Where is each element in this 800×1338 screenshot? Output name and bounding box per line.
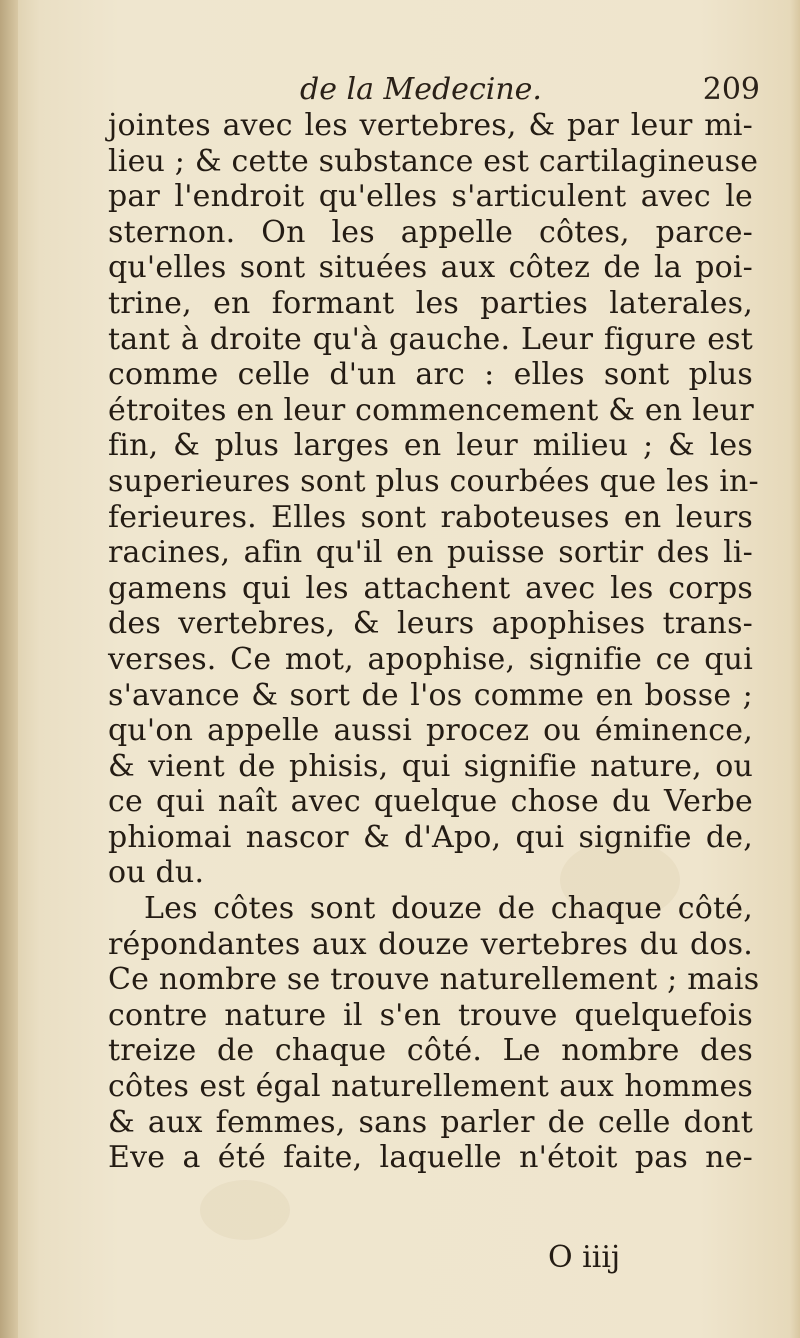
text-line: ce qui naît avec quelque chose du Verbe xyxy=(108,784,753,820)
text-line: étroites en leur commencement & en leur xyxy=(108,392,754,428)
running-head-title: de la Medecine. xyxy=(300,72,542,107)
text-line: treize de chaque côté. Le nombre des xyxy=(108,1033,753,1069)
text-line: Ce nombre se trouve naturellement ; mais xyxy=(108,962,760,998)
text-line: s'avance & sort de l'os comme en bosse ; xyxy=(108,677,753,713)
text-line: & aux femmes, sans parler de celle dont xyxy=(108,1104,753,1140)
running-head xyxy=(110,72,760,112)
text-line: contre nature il s'en trouve quelquefois xyxy=(108,997,753,1033)
text-line: ferieures. Elles sont raboteuses en leurs xyxy=(108,499,753,535)
text-line: gamens qui les attachent avec les corps xyxy=(108,570,753,606)
text-line: phiomai nascor & d'Apo, qui signifie de, xyxy=(108,819,753,855)
text-line: lieu ; & cette substance est cartilagineuse xyxy=(108,143,759,179)
paper-stain xyxy=(200,1180,290,1240)
text-line: sternon. On les appelle côtes, parce- xyxy=(108,214,753,250)
text-line: comme celle d'un arc : elles sont plus xyxy=(108,357,753,393)
body-text xyxy=(108,108,760,1176)
text-line: répondantes aux douze vertebres du dos. xyxy=(108,926,753,962)
text-line: qu'elles sont situées aux côtez de la poi- xyxy=(108,250,753,286)
text-line: tant à droite qu'à gauche. Leur figure est xyxy=(108,321,753,357)
text-line: jointes avec les vertebres, & par leur mi- xyxy=(108,108,753,143)
text-line: par l'endroit qu'elles s'articulent avec le xyxy=(108,179,753,215)
text-line: ou du. xyxy=(108,855,205,891)
text-line: Eve a été faite, laquelle n'étoit pas ne- xyxy=(108,1140,753,1176)
text-line: qu'on appelle aussi procez ou éminence, xyxy=(108,713,753,749)
text-line: côtes est égal naturellement aux hommes xyxy=(108,1069,753,1105)
text-line: racines, afin qu'il en puisse sortir des li- xyxy=(108,535,753,571)
page-number: 209 xyxy=(702,72,760,107)
text-line: & vient de phisis, qui signifie nature, ou xyxy=(108,748,753,784)
text-line: verses. Ce mot, apophise, signifie ce qui xyxy=(108,641,753,677)
text-line: superieures sont plus courbées que les in- xyxy=(108,463,759,499)
paragraph-start-line: Les côtes sont douze de chaque côté, xyxy=(144,891,753,927)
text-line: fin, & plus larges en leur milieu ; & les xyxy=(108,428,753,464)
signature-mark: O iiij xyxy=(548,1240,621,1275)
text-line: des vertebres, & leurs apophises trans- xyxy=(108,606,753,642)
text-line: trine, en formant les parties laterales, xyxy=(108,285,753,321)
page-gutter-shadow xyxy=(0,0,18,1338)
